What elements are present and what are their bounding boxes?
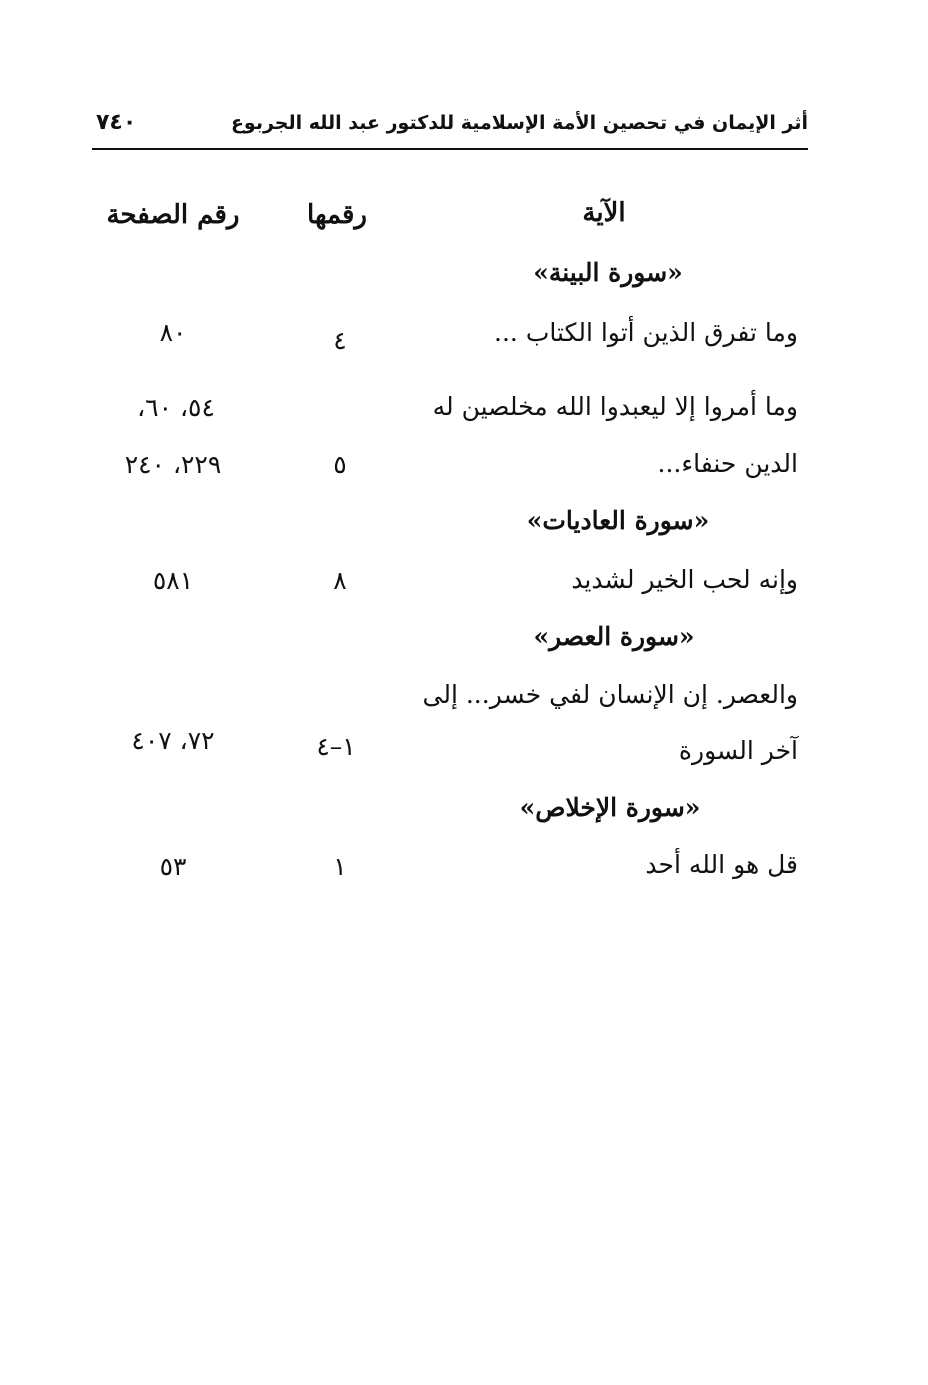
verse-number: ٨ [333, 566, 347, 595]
verse-number: ٤ [333, 326, 347, 355]
verse-number: ١–٤ [316, 732, 356, 761]
verse-text: آخر السورة [678, 736, 798, 765]
verse-text: الدين حنفاء... [657, 449, 798, 478]
verse-text: وما أمروا إلا ليعبدوا الله مخلصين له [432, 392, 798, 421]
verse-text: والعصر. إن الإنسان لفي خسر... إلى [422, 680, 798, 709]
surah-heading: «سورة العصر» [533, 622, 695, 651]
page-reference: ٧٢، ٤٠٧ [131, 726, 215, 755]
column-header-number: رقمها [307, 200, 367, 230]
page-reference: ٥٣ [159, 852, 187, 881]
page-reference: ٥٤، ٦٠، [137, 393, 215, 422]
header-title: أثر الإيمان في تحصين الأمة الإسلامية للدكتور عبد الله الجربوع [230, 112, 808, 134]
column-header-verse: الآية [582, 198, 626, 228]
page-reference: ٨٠ [159, 318, 187, 347]
page-reference: ٥٨١ [152, 566, 194, 595]
verse-text: وإنه لحب الخير لشديد [571, 565, 798, 594]
surah-heading: «سورة الإخلاص» [519, 793, 701, 822]
surah-heading: «سورة العاديات» [526, 506, 710, 535]
column-header-page: رقم الصفحة [106, 200, 240, 230]
surah-heading: «سورة البينة» [533, 258, 683, 287]
verse-text: قل هو الله أحد [645, 850, 798, 879]
page-reference: ٢٢٩، ٢٤٠ [124, 450, 222, 479]
verse-number: ٥ [333, 450, 347, 479]
page-number: ٧٤٠ [96, 110, 137, 135]
verse-text: وما تفرق الذين أتوا الكتاب ... [494, 318, 798, 347]
running-header [92, 108, 808, 150]
verse-number: ١ [333, 852, 347, 881]
